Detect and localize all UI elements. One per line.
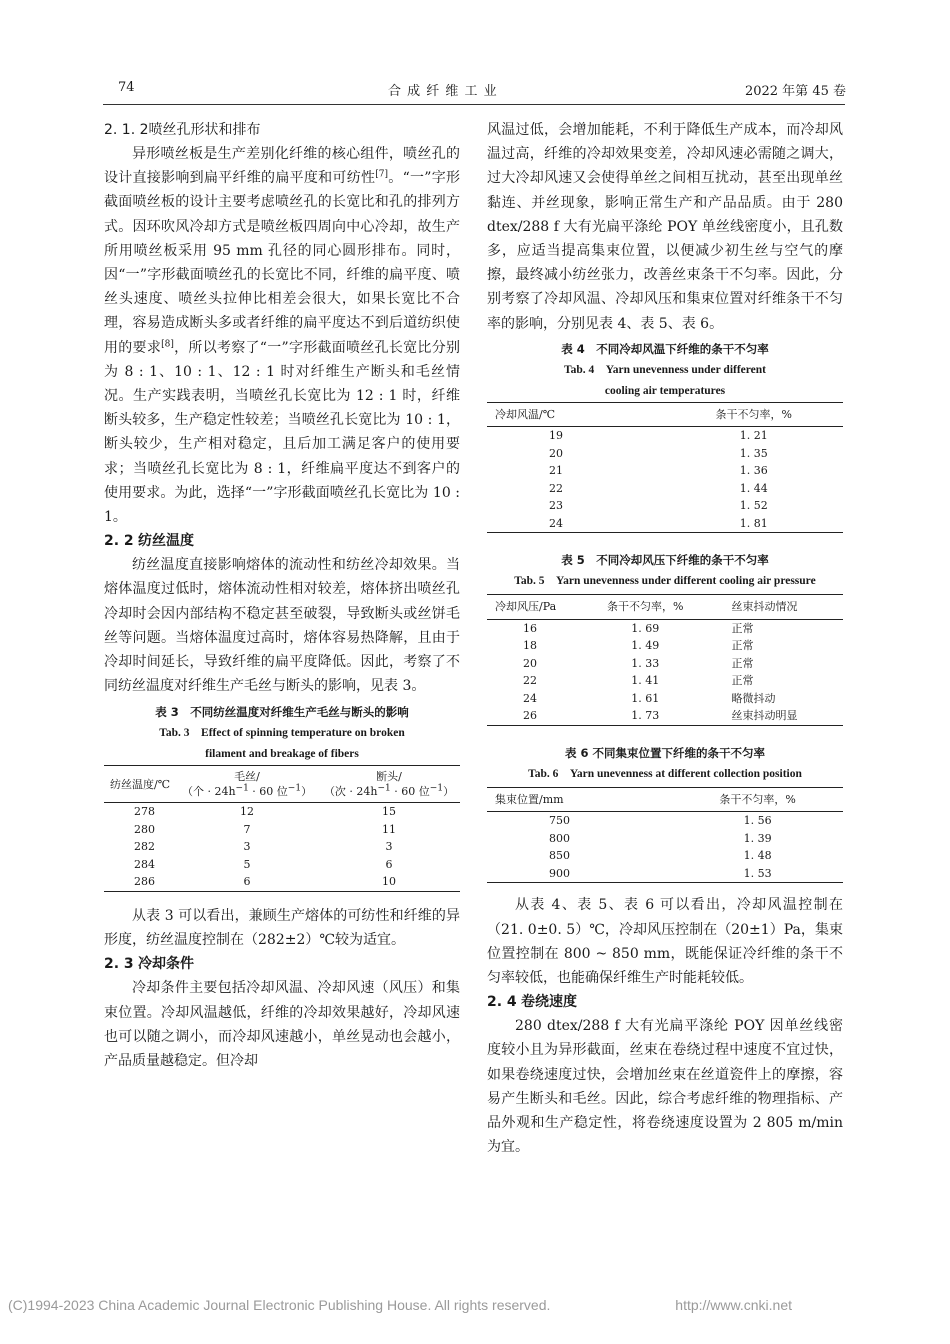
table-row: 22 1. 44 xyxy=(549,481,768,495)
table-row: 19 1. 21 xyxy=(549,429,768,443)
table-row: 22 1. 41 正常 xyxy=(523,674,754,688)
table-row: 20 1. 33 正常 xyxy=(523,656,754,670)
column-header: 丝束抖动情况 xyxy=(702,595,843,620)
column-header: 纺丝温度/℃ xyxy=(104,766,176,803)
column-header: 冷却风压/Pa xyxy=(487,595,589,620)
table-caption-en: Tab. 6 Yarn unevenness at different collection position xyxy=(528,767,802,780)
column-header: 冷却风温/℃ xyxy=(487,402,664,427)
section-2-3-heading xyxy=(104,952,460,976)
table-caption-en: filament and breakage of fibers xyxy=(205,748,359,761)
paragraph: 从表 3 可以看出，兼顾生产熔体的可纺性和纤维的异形度，纺丝温度控制在（282±2）℃较为适宜。 xyxy=(104,907,460,949)
table-caption-zh: 表 6 不同集束位置下纤维的条干不匀率 xyxy=(564,745,765,760)
paragraph: 风温过低，会增加能耗，不利于降低生产成本，而冷却风温过高，纤维的冷却效果变差，冷却风速必需随之调大，过大冷却风速又会使得单丝之间相互扰动，甚至出现单丝黏连、并丝现象，影响正常生产和产品品质。由于 280 dtex/288 f 大有光扁平涤纶 POY 单丝线密度小，且孔数多，应适当提高集束位置，以便减少初生丝与空气的摩擦，最终减小纺丝张力，改善丝束条干不匀率。因此，分别考察了冷却风温、冷却风压和集束位置对纤维条干不匀率的影响，分别见表 4、表 5、表 6。 xyxy=(487,122,843,332)
paragraph: 280 dtex/288 f 大有光扁平涤纶 POY 因单丝线密度较小且为异形截面，丝束在卷绕过程中速度不宜过快，如果卷绕速度过快，会增加丝束在丝道瓷件上的摩擦，容易产生断头和毛丝。因此，综合考虑纤维的物理指标、产品外观和生产稳定性，将卷绕速度设置为 2 805 m/min 为宜。 xyxy=(487,1018,843,1156)
table-row: 750 1. 56 xyxy=(549,814,772,828)
column-header: 断头/ （次 · $24h^{-1} \cdot 60$ 位$^{-1}$） xyxy=(318,766,460,803)
table-6 xyxy=(487,742,843,884)
paragraph: 从表 4、表 5、表 6 可以看出，冷却风温控制在（21. 0±0. 5）℃，冷却风压控制在（20±1）Pa，集束位置控制在 800 ~ 850 mm，既能保证冷纤维的条干不匀率较低，也能确保纤维生产时能耗较低。 xyxy=(487,897,843,986)
section-number: 2. 3 xyxy=(104,956,134,973)
data-table xyxy=(487,402,843,534)
table-row: 24 1. 81 xyxy=(487,515,843,533)
section-number: 2. 2 xyxy=(104,533,134,550)
header-rule xyxy=(103,104,845,105)
table-row: 900 1. 53 xyxy=(487,865,843,883)
footer-url[interactable]: http://www.cnki.net xyxy=(675,1297,792,1313)
copyright-notice: (C)1994-2023 China Academic Journal Electronic Publishing House. All rights reserved. xyxy=(8,1297,551,1313)
table-3 xyxy=(104,701,460,892)
left-column xyxy=(104,118,460,1073)
section-2-2-heading xyxy=(104,529,460,553)
section-number: 2. 1. 2 xyxy=(104,122,149,138)
table-caption-zh: 表 5 不同冷却风压下纤维的条干不匀率 xyxy=(561,553,769,568)
column-header: 条干不匀率，% xyxy=(589,595,702,620)
table-row: 286 6 10 xyxy=(104,873,460,891)
table-caption-en: Tab. 3 Effect of spinning temperature on broken xyxy=(159,727,405,740)
journal-title: 合 成 纤 维 工 业 xyxy=(388,84,498,99)
table-row: 20 1. 35 xyxy=(549,446,768,460)
section-title: 冷却条件 xyxy=(138,956,194,973)
citation-ref[interactable]: [7] xyxy=(375,169,389,180)
right-column xyxy=(487,118,843,1159)
table-row: 280 7 11 xyxy=(134,822,396,836)
citation-ref[interactable]: [8] xyxy=(161,338,174,349)
table-row: 278 12 15 xyxy=(134,805,396,819)
table-row: 26 1. 73 丝束抖动明显 xyxy=(487,707,843,725)
table-row: 18 1. 49 正常 xyxy=(523,639,754,653)
paragraph: 冷却条件主要包括冷却风温、冷却风速（风压）和集束位置。冷却风温越低，纤维的冷却效果越好，冷却风速也可以随之调小，而冷却风速越小，单丝晃动也会越小，产品质量越稳定。但冷却 xyxy=(104,980,460,1069)
column-header: 条干不匀率，% xyxy=(672,787,843,812)
table-row: 24 1. 61 略微抖动 xyxy=(523,691,776,705)
table-row: 21 1. 36 xyxy=(549,464,768,478)
volume-info: 2022 年第 45 卷 xyxy=(744,84,846,99)
table-caption-en: Tab. 4 Yarn unevenness under different xyxy=(563,363,767,376)
table-5 xyxy=(487,549,843,726)
section-number: 2. 4 xyxy=(487,994,517,1011)
table-caption-en: Tab. 5 Yarn unevenness under different cooling air pressure xyxy=(514,575,816,588)
column-header: 集束位置/mm xyxy=(487,787,672,812)
table-row: 23 1. 52 xyxy=(549,499,768,513)
table-row: 282 3 3 xyxy=(134,840,393,854)
table-row: 284 5 6 xyxy=(134,857,393,871)
column-header: 条干不匀率，% xyxy=(664,402,843,427)
table-row: 850 1. 48 xyxy=(549,849,772,863)
table-caption-en: cooling air temperatures xyxy=(604,384,726,397)
table-caption-zh: 表 3 不同纺丝温度对纤维生产毛丝与断头的影响 xyxy=(155,705,409,720)
table-row: 16 1. 69 正常 xyxy=(523,621,754,635)
section-title: 卷绕速度 xyxy=(521,994,577,1011)
paragraph: 纺丝温度直接影响熔体的流动性和纺丝冷却效果。当熔体温度过低时，熔体流动性相对较差，熔体挤出喷丝孔冷却时会因内部结构不稳定甚至破裂，导致断头或丝饼毛丝等问题。当熔体温度过高时，熔体容易热降解，且由于冷却时间延长，导致纤维的扁平度降低。因此，考察了不同纺丝温度对纤维生产毛丝与断头的影响，见表 3。 xyxy=(104,557,460,695)
table-4 xyxy=(487,338,843,534)
data-table xyxy=(104,765,460,892)
column-header: 毛丝/ （个 · $24h^{-1} \cdot 60$ 位$^{-1}$） xyxy=(176,766,318,803)
section-2-4-heading xyxy=(487,990,843,1014)
section-title: 喷丝孔形状和排布 xyxy=(148,122,261,138)
data-table xyxy=(487,787,843,884)
section-2-1-2-heading xyxy=(104,118,460,142)
data-table xyxy=(487,594,843,726)
table-caption-zh: 表 4 不同冷却风温下纤维的条干不匀率 xyxy=(561,341,769,356)
paragraph: 异形喷丝板是生产差别化纤维的核心组件，喷丝孔的设计直接影响到扁平纤维的扁平度和可纺性[7]。“一”字形截面喷丝板的设计主要考虑喷丝孔的长宽比和孔的排列方式。因环吹风冷却方式是喷丝板四周向中心冷却，故生产所用喷丝板采用 95 mm 孔径的同心圆形排布。同时，因“一”字形截面喷丝孔的长宽比不同，纤维的扁平度、喷丝头速度、喷丝头拉伸比相差会很大，如果长宽比不合理，容易造成断头多或者纤维的扁平度达不到后道纺织使用的要求[8]，所以考察了“一”字形截面喷丝孔长宽比分别为 8 : 1、10 : 1、12 : 1 时对纤维生产断头和毛丝情况。生产实践表明，当喷丝孔长宽比为 12 : 1 时，纤维断头较多，生产稳定性较差；当喷丝孔长宽比为 10 : 1，断头较少，生产相对稳定，且后加工满足客户的使用要求；当喷丝孔长宽比为 8 : 1，纤维扁平度达不到客户的使用要求。为此，选择“一”字形截面喷丝孔长宽比为 10 : 1。 xyxy=(104,146,460,526)
table-row: 800 1. 39 xyxy=(549,831,772,845)
page-number: 74 xyxy=(118,80,135,95)
section-title: 纺丝温度 xyxy=(138,533,194,550)
